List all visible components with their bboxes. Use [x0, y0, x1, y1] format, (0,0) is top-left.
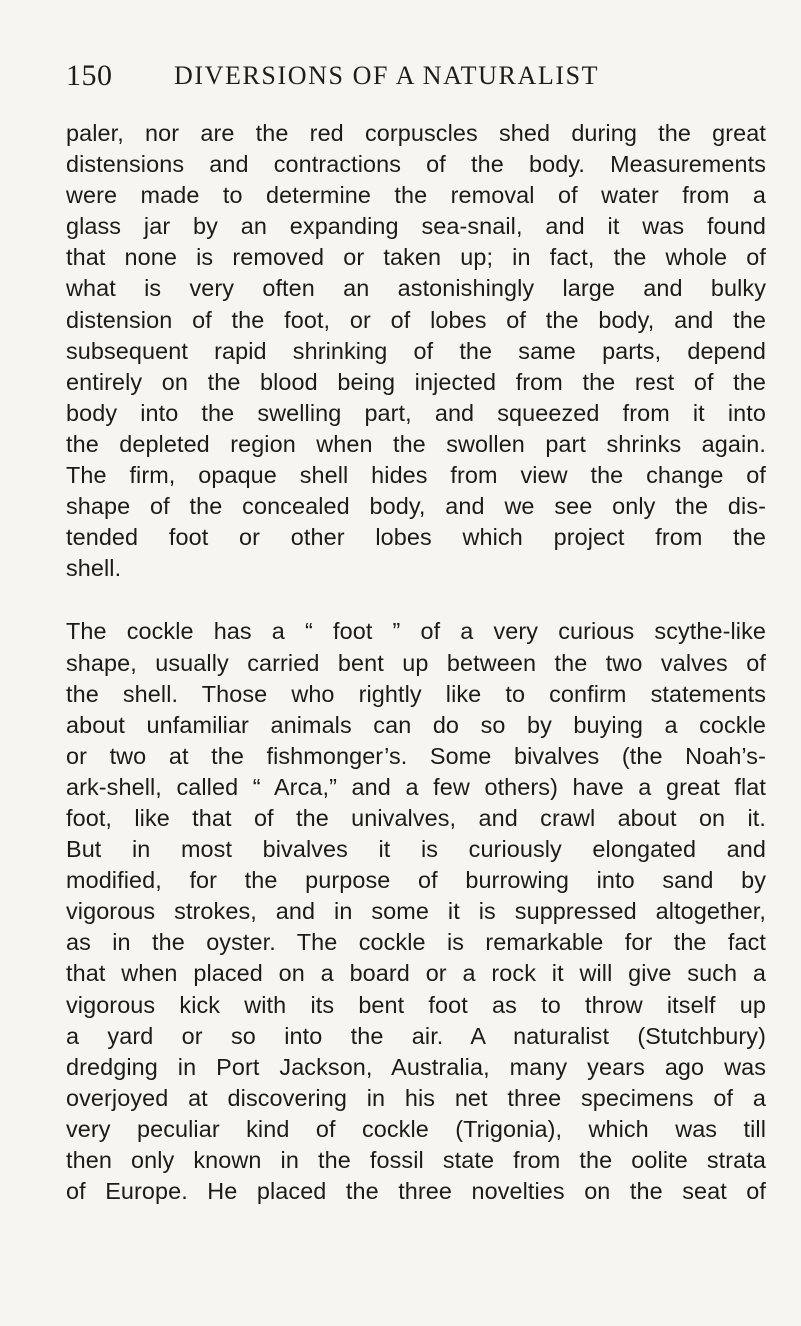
body-text: [66, 118, 766, 1207]
text-line: the depleted region when the swollen part shrinks again.: [66, 430, 766, 457]
text-line: tended foot or other lobes which project from the: [66, 524, 766, 551]
text-line: body into the swelling part, and squeezed from it into: [66, 399, 766, 426]
text-line: foot, like that of the univalves, and crawl about on it.: [66, 804, 766, 831]
running-head: [66, 58, 766, 98]
text-line: of Europe. He placed the three novelties on the seat of: [66, 1178, 766, 1205]
text-line: a yard or so into the air. A naturalist (Stutchbury): [66, 1022, 766, 1049]
text-line: shape of the concealed body, and we see only the dis-: [66, 493, 766, 520]
text-line: dredging in Port Jackson, Australia, many years ago was: [66, 1053, 766, 1080]
text-line: shape, usually carried bent up between the two valves of: [66, 649, 766, 676]
paragraph-1: [66, 118, 766, 584]
text-line: paler, nor are the red corpuscles shed during the great: [66, 120, 766, 146]
text-line: as in the oyster. The cockle is remarkable for the fact: [66, 929, 766, 956]
text-line: that none is removed or taken up; in fact, the whole of: [66, 244, 766, 271]
paragraph-2: [66, 616, 766, 1207]
text-line: very peculiar kind of cockle (Trigonia), which was till: [66, 1115, 766, 1142]
text-line: then only known in the fossil state from the oolite strata: [66, 1147, 766, 1173]
text-line: ark-shell, called “ Arca,” and a few others) have a great flat: [66, 773, 766, 800]
text-line: The cockle has a “ foot ” of a very curious scythe-like: [66, 618, 766, 645]
text-line: overjoyed at discovering in his net three specimens of a: [66, 1084, 766, 1111]
text-line: what is very often an astonishingly large and bulky: [66, 275, 766, 302]
text-line: were made to determine the removal of water from a: [66, 182, 766, 209]
text-line: modified, for the purpose of burrowing into sand by: [66, 867, 766, 894]
text-line: entirely on the blood being injected from the rest of the: [66, 368, 766, 395]
text-line: distensions and contractions of the body. Measurements: [66, 151, 766, 178]
text-line: distension of the foot, or of lobes of the body, and the: [66, 306, 766, 333]
page-number: 150: [66, 59, 113, 92]
text-line: the shell. Those who rightly like to confirm statements: [66, 680, 766, 707]
text-line: that when placed on a board or a rock it will give such a: [66, 960, 766, 987]
text-line: But in most bivalves it is curiously elongated and: [66, 836, 766, 863]
book-title: DIVERSIONS OF A NATURALIST: [174, 61, 600, 90]
text-line: vigorous kick with its bent foot as to throw itself up: [66, 991, 766, 1018]
text-line: shell.: [66, 555, 122, 582]
text-line: glass jar by an expanding sea-snail, and it was found: [66, 213, 766, 240]
text-line: vigorous strokes, and in some it is suppressed altogether,: [66, 898, 766, 925]
text-line: or two at the fishmonger’s. Some bivalves (the Noah’s-: [66, 742, 766, 769]
text-line: subsequent rapid shrinking of the same parts, depend: [66, 337, 766, 364]
text-line: The firm, opaque shell hides from view the change of: [66, 462, 766, 489]
text-line: about unfamiliar animals can do so by buying a cockle: [66, 711, 766, 738]
